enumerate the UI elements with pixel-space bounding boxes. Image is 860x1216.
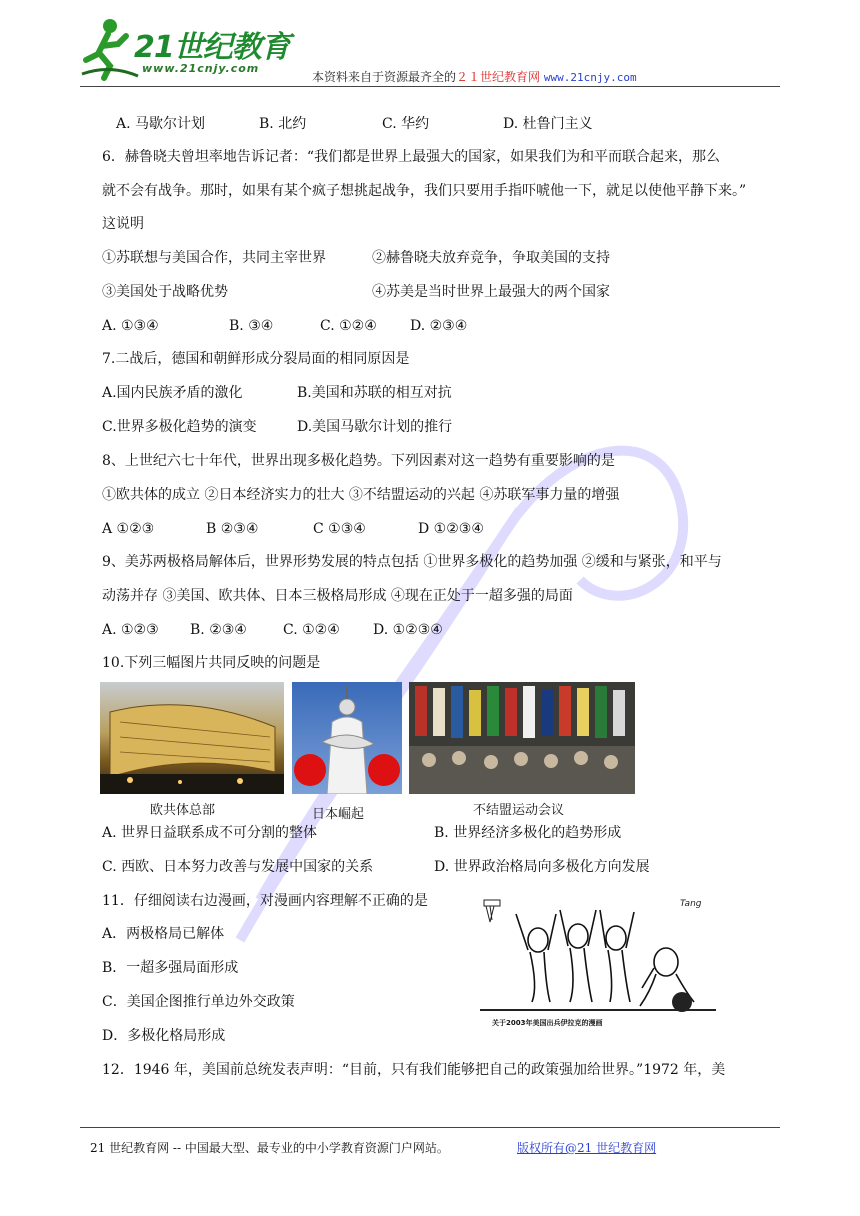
caption-ec-headquarters: 欧共体总部 — [150, 803, 216, 818]
cartoon-caption: 关于2003年美国出兵伊拉克的漫画 — [492, 1019, 603, 1027]
logo-url-text: www.21cnjy.com — [142, 62, 260, 75]
q6-stem-line3: 这说明 — [102, 216, 144, 232]
header-note-highlight: ２１世纪教育网 — [456, 70, 541, 84]
q7-option-a: A.国内民族矛盾的激化 — [102, 385, 243, 401]
footer-divider — [80, 1127, 780, 1128]
q9-option-b: B. ②③④ — [190, 622, 247, 638]
header-note-url[interactable]: www.21cnjy.com — [543, 71, 637, 84]
q7-stem: 7.二战后，德国和朝鲜形成分裂局面的相同原因是 — [102, 351, 410, 367]
q7-option-b: B.美国和苏联的相互对抗 — [297, 385, 452, 401]
q6-stem-line1: 6．赫鲁晓夫曾坦率地告诉记者：“我们都是世界上最强大的国家，如果我们为和平而联合起来，那么 — [102, 149, 721, 165]
runner-icon — [80, 14, 140, 84]
q10-option-c: C. 西欧、日本努力改善与发展中国家的关系 — [102, 859, 374, 875]
q7-option-d: D.美国马歇尔计划的推行 — [297, 419, 453, 435]
svg-text:Tang: Tang — [680, 899, 702, 909]
q9-option-c: C. ①②④ — [283, 622, 340, 638]
q8-option-c: C ①③④ — [313, 521, 366, 537]
q11-option-b: B．一超多强局面形成 — [102, 960, 239, 976]
header-divider — [80, 86, 780, 87]
caption-japan-rise: 日本崛起 — [312, 807, 365, 822]
q11-option-d: D．多极化格局形成 — [102, 1028, 226, 1044]
q12-stem-line1: 12．1946 年，美国前总统发表声明：“目前，只有我们能够把自己的政策强加给世界。”1972 年，美 — [102, 1062, 726, 1078]
q9-stem-line2: 动荡并存 ③美国、欧共体、日本三极格局形成 ④现在正处于一超多强的局面 — [102, 588, 573, 604]
q6-statement-3: ③美国处于战略优势 — [102, 284, 228, 300]
q8-option-a: A ①②③ — [102, 521, 155, 537]
header-note-prefix: 本资料来自于资源最齐全的 — [312, 70, 457, 84]
q9-stem-line1: 9、美苏两极格局解体后，世界形势发展的特点包括 ①世界多极化的趋势加强 ②缓和与紧张，和平与 — [102, 554, 722, 570]
q6-option-a: A. ①③④ — [102, 318, 159, 334]
q10-option-a: A. 世界日益联系成不可分割的整体 — [102, 825, 318, 841]
q5-option-b: B. 北约 — [259, 116, 307, 132]
logo-brand-text: 21世纪教育 — [134, 30, 290, 65]
q6-statement-1: ①苏联想与美国合作，共同主宰世界 — [102, 250, 326, 266]
q6-statement-2: ②赫鲁晓夫放弃竞争，争取美国的支持 — [372, 250, 610, 266]
q6-option-b: B. ③④ — [229, 318, 274, 334]
q10-option-d: D. 世界政治格局向多极化方向发展 — [434, 859, 650, 875]
q6-stem-line2: 就不会有战争。那时，如果有某个疯子想挑起战争，我们只要用手指吓唬他一下，就足以使他平静下来。” — [102, 183, 747, 199]
page-header — [80, 14, 780, 86]
q5-option-c: C. 华约 — [382, 116, 430, 132]
photo-japan-rise — [292, 682, 402, 794]
q5-option-d: D. 杜鲁门主义 — [503, 116, 593, 132]
header-note — [312, 68, 637, 85]
q8-option-d: D ①②③④ — [418, 521, 484, 537]
cartoon-image — [480, 892, 716, 1030]
q9-option-a: A. ①②③ — [102, 622, 159, 638]
q8-stem: 8、上世纪六七十年代，世界出现多极化趋势。下列因素对这一趋势有重要影响的是 — [102, 453, 615, 469]
q6-option-c: C. ①②④ — [320, 318, 377, 334]
q6-statement-4: ④苏美是当时世界上最强大的两个国家 — [372, 284, 610, 300]
q11-option-c: C．美国企图推行单边外交政策 — [102, 994, 295, 1010]
q6-option-d: D. ②③④ — [410, 318, 468, 334]
footer-copyright-link[interactable]: 版权所有@21 世纪教育网 — [517, 1141, 657, 1155]
q5-option-a: A. 马歇尔计划 — [116, 116, 206, 132]
q11-stem: 11．仔细阅读右边漫画，对漫画内容理解不正确的是 — [102, 893, 428, 909]
site-logo[interactable] — [80, 14, 310, 84]
q11-option-a: A．两极格局已解体 — [102, 926, 225, 942]
caption-nam-conference: 不结盟运动会议 — [473, 803, 565, 818]
q8-statements: ①欧共体的成立 ②日本经济实力的壮大 ③不结盟运动的兴起 ④苏联军事力量的增强 — [102, 487, 620, 503]
q8-option-b: B ②③④ — [206, 521, 259, 537]
q9-option-d: D. ①②③④ — [373, 622, 443, 638]
q10-stem: 10.下列三幅图片共同反映的问题是 — [102, 655, 321, 671]
q10-option-b: B. 世界经济多极化的趋势形成 — [434, 825, 622, 841]
q7-option-c: C.世界多极化趋势的演变 — [102, 419, 257, 435]
photo-ec-headquarters — [100, 682, 284, 794]
footer-site-description: 21 世纪教育网 -- 中国最大型、最专业的中小学教育资源门户网站。 — [90, 1141, 449, 1155]
photo-nam-conference — [409, 682, 635, 794]
